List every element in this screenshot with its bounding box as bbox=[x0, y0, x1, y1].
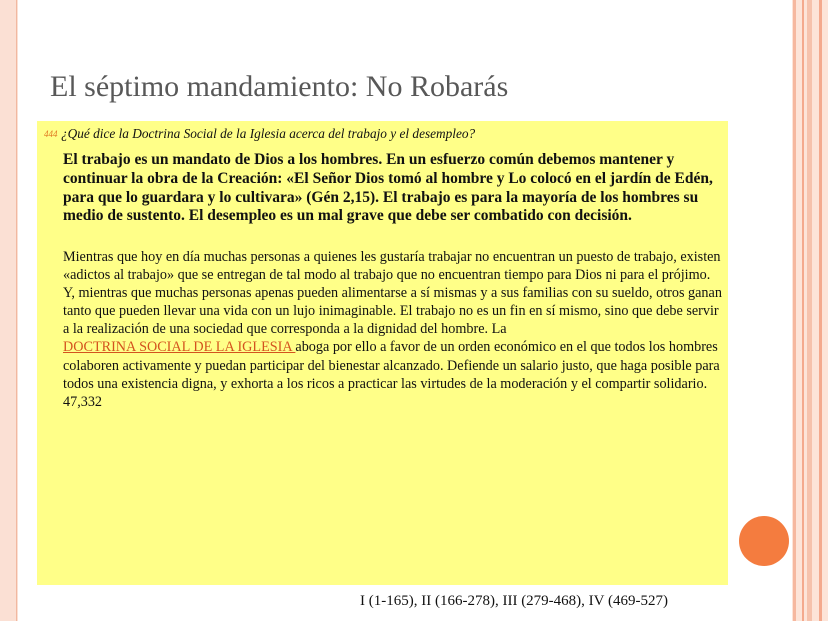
slide-title: El séptimo mandamiento: No Robarás bbox=[50, 70, 509, 103]
question-number: 444 bbox=[44, 129, 58, 139]
explanation-text bbox=[63, 248, 723, 411]
decorative-orb-icon bbox=[739, 516, 789, 566]
question-text: ¿Qué dice la Doctrina Social de la Iglesia acerca del trabajo y el desempleo? bbox=[61, 126, 476, 141]
content-panel bbox=[37, 121, 728, 585]
doctrina-social-link[interactable]: DOCTRINA SOCIAL DE LA IGLESIA bbox=[63, 339, 296, 356]
answer-text: El trabajo es un mandato de Dios a los hombres. En un esfuerzo común debemos mantener y continuar la obra de la Creación: «El Señor Dios tomó al hombre y Lo colocó en el jardín de Edén, para que lo guardara y lo cultivara» (Gén 2,15). El trabajo es para la mayoría de los hombres su medio de sustento. El desempleo es un mal grave que debe ser combatido con decisión. bbox=[63, 151, 713, 225]
explanation-text-after-link: aboga por ello a favor de un orden económico en el que todos los hombres colaboren activamente y puedan participar del bienestar alcanzado. Defiende un salario justo, que haga posible para todos una existencia digna, y exhorta a los ricos a practicar las virtudes de la moderación y el compartir solidario. bbox=[63, 339, 720, 392]
footer-parts-index: I (1-165), II (166-278), III (279-468), IV (469-527) bbox=[360, 593, 668, 609]
explanation-text-before-link: Mientras que hoy en día muchas personas a quienes les gustaría trabajar no encuentran un puesto de trabajo, existen «adictos al trabajo» que se entregan de tal modo al trabajo que no encuentran tiempo para Dios ni para el prójimo. Y, mientras que muchas personas apenas pueden alimentarse a sí mismas y a sus familias con su sueldo, otros ganan tanto que pueden llevar una vida con un lujo inimaginable. El trabajo no es un fin en sí mismo, sino que debe servir a la realización de una sociedad que corresponda a la dignidad del hombre. La bbox=[63, 249, 722, 338]
left-border-decoration bbox=[0, 0, 18, 621]
reference-number: 47,332 bbox=[63, 393, 103, 410]
right-border-decoration bbox=[792, 0, 828, 621]
